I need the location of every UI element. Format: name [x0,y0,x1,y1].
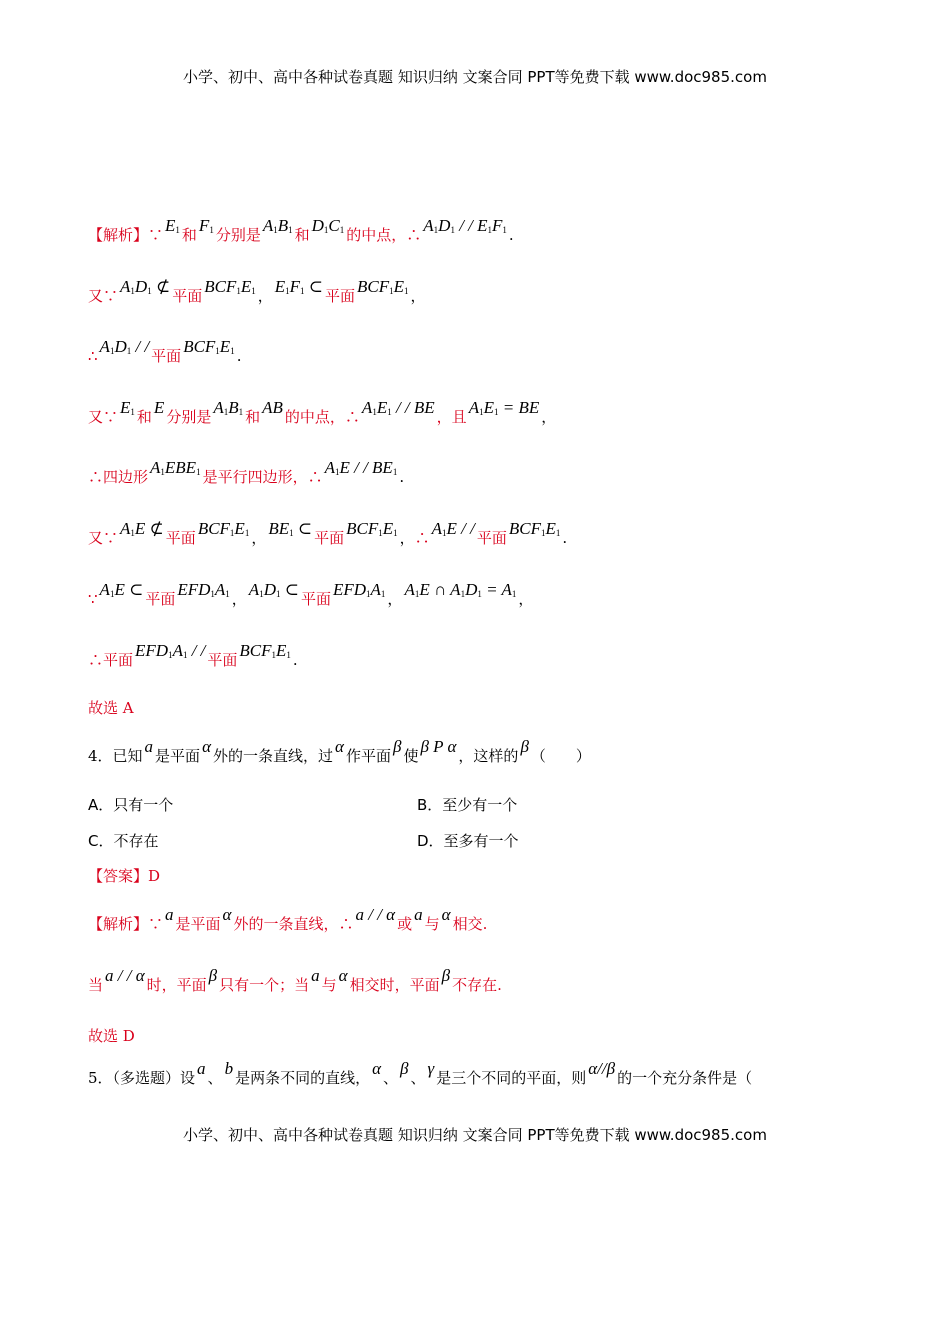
text: 平面 [314,529,345,547]
text: 和 [245,408,261,426]
text: 当 [88,976,104,994]
final-answer-4: 故选 D [88,1027,135,1045]
text: 又∵ [88,408,119,426]
text: 只有一个；当 [219,976,310,994]
option-d: D．至多有一个 [417,832,519,850]
text: 相交时，平面 [349,976,440,994]
analysis-line-8: ∴平面 $EFD_1A_1$ / / 平面 $BCF_1E_1$ . [88,641,298,669]
analysis-line-1: 【解析】∵ $E_1$ 和 $F_1$ 分别是 $A_1B_1$ 和 $D_1C_1$ 的中点，∴ $A_1D_1$ / / $E_1F_1$ . [88,216,514,244]
text: ∴ [88,347,98,365]
text: ∴四边形 [88,468,149,486]
question-4: 4．已知 a 是平面 α 外的一条直线，过 α 作平面 β 使 β P α ，这样的 β （ ） [88,737,591,765]
text: 平面 [172,287,203,305]
text: 是平行四边形，∴ [202,468,323,486]
text: 的中点，∴ [284,408,360,426]
text: ∴平面 [88,651,134,669]
text: 不存在. [452,976,502,994]
text: 平面 [300,590,331,608]
text: 是三个不同的平面，则 [436,1069,587,1087]
answer-line-3: 故选 A [88,699,134,717]
text: 或 [397,915,413,933]
q4-analysis-line-2: 当 a / / α 时，平面 β 只有一个；当 a 与 α 相交时，平面 β 不存在. [88,966,502,994]
text: 、 [207,1069,223,1087]
text: ∴ [414,529,430,547]
text: 平面 [476,529,507,547]
text: 分别是 [215,226,261,244]
text: 平面 [165,529,196,547]
analysis-tag: 【解析】∵ [88,226,164,244]
text: 相交. [452,915,488,933]
text: 平面 [151,347,182,365]
text: 又∵ [88,287,119,305]
text: 和 [136,408,152,426]
text: 时，平面 [146,976,207,994]
page-header: 小学、初中、高中各种试卷真题 知识归纳 文案合同 PPT等免费下载 www.doc985.com [183,68,767,86]
text: ，且 [436,408,467,426]
text: 【解析】∵ [88,915,164,933]
analysis-line-7: ∵ $A_1E$ ⊂ 平面 $EFD_1A_1$ ， $A_1D_1$ ⊂ 平面 $EFD_1A_1$ ， $A_1E$ ∩ $A_1D_1 = A_1$ ， [88,580,534,608]
text: 、 [383,1069,399,1087]
page-footer: 小学、初中、高中各种试卷真题 知识归纳 文案合同 PPT等免费下载 www.doc985.com [183,1126,767,1144]
text: 是平面 [155,747,201,765]
text: 和 [181,226,197,244]
text: 平面 [325,287,356,305]
text: 外的一条直线，过 [213,747,334,765]
option-b: B．至少有一个 [417,796,518,814]
text: 又∵ [88,529,119,547]
option-a: A．只有一个 [88,796,174,814]
question-5: 5．（多选题）设 a 、 b 是两条不同的直线， α 、 β 、 γ 是三个不同的平面，则 α//β 的一个充分条件是（ [88,1059,753,1087]
text: ∵ [88,590,98,608]
text: 、 [410,1069,426,1087]
text: 与 [321,976,337,994]
text: 平面 [207,651,238,669]
analysis-line-3: ∴ $A_1D_1$ / / 平面 $BCF_1E_1$ . [88,337,242,365]
text: 平面 [145,590,176,608]
q4-analysis-line-1: 【解析】∵ a 是平面 α 外的一条直线，∴ a / / α 或 a 与 α 相交. [88,905,488,933]
text: （ ） [530,747,591,765]
option-c: C．不存在 [88,832,159,850]
text: 5．（多选题）设 [88,1069,196,1087]
answer-line-4: 【答案】D [88,867,161,885]
text: 作平面 [345,747,391,765]
text: ，这样的 [458,747,519,765]
text: 的一个充分条件是（ [617,1069,753,1087]
analysis-line-4: 又∵ $E_1$ 和 E 分别是 $A_1B_1$ 和 AB 的中点，∴ $A_1E_1$ / / BE ，且 $A_1E_1$ = BE ， [88,398,557,426]
analysis-line-2: 又∵ $A_1D_1$ ⊄ 平面 $BCF_1E_1$ ， $E_1F_1$ ⊂ 平面 $BCF_1E_1$ ， [88,277,426,305]
text: 是平面 [175,915,221,933]
text: 分别是 [166,408,212,426]
text: 和 [294,226,310,244]
text: 外的一条直线，∴ [233,915,354,933]
text: 是两条不同的直线， [235,1069,371,1087]
analysis-line-6: 又∵ $A_1E$ ⊄ 平面 $BCF_1E_1$ ， $BE_1$ ⊂ 平面 $BCF_1E_1$ ，∴ $A_1E$ / / 平面 $BCF_1E_1$ . [88,519,568,547]
text: 与 [424,915,440,933]
analysis-line-5: ∴四边形 $A_1EBE_1$ 是平行四边形，∴ $A_1E$ / / $BE_1$ . [88,458,405,486]
text: 的中点，∴ [346,226,422,244]
text: 使 [403,747,419,765]
text: 4．已知 [88,747,143,765]
